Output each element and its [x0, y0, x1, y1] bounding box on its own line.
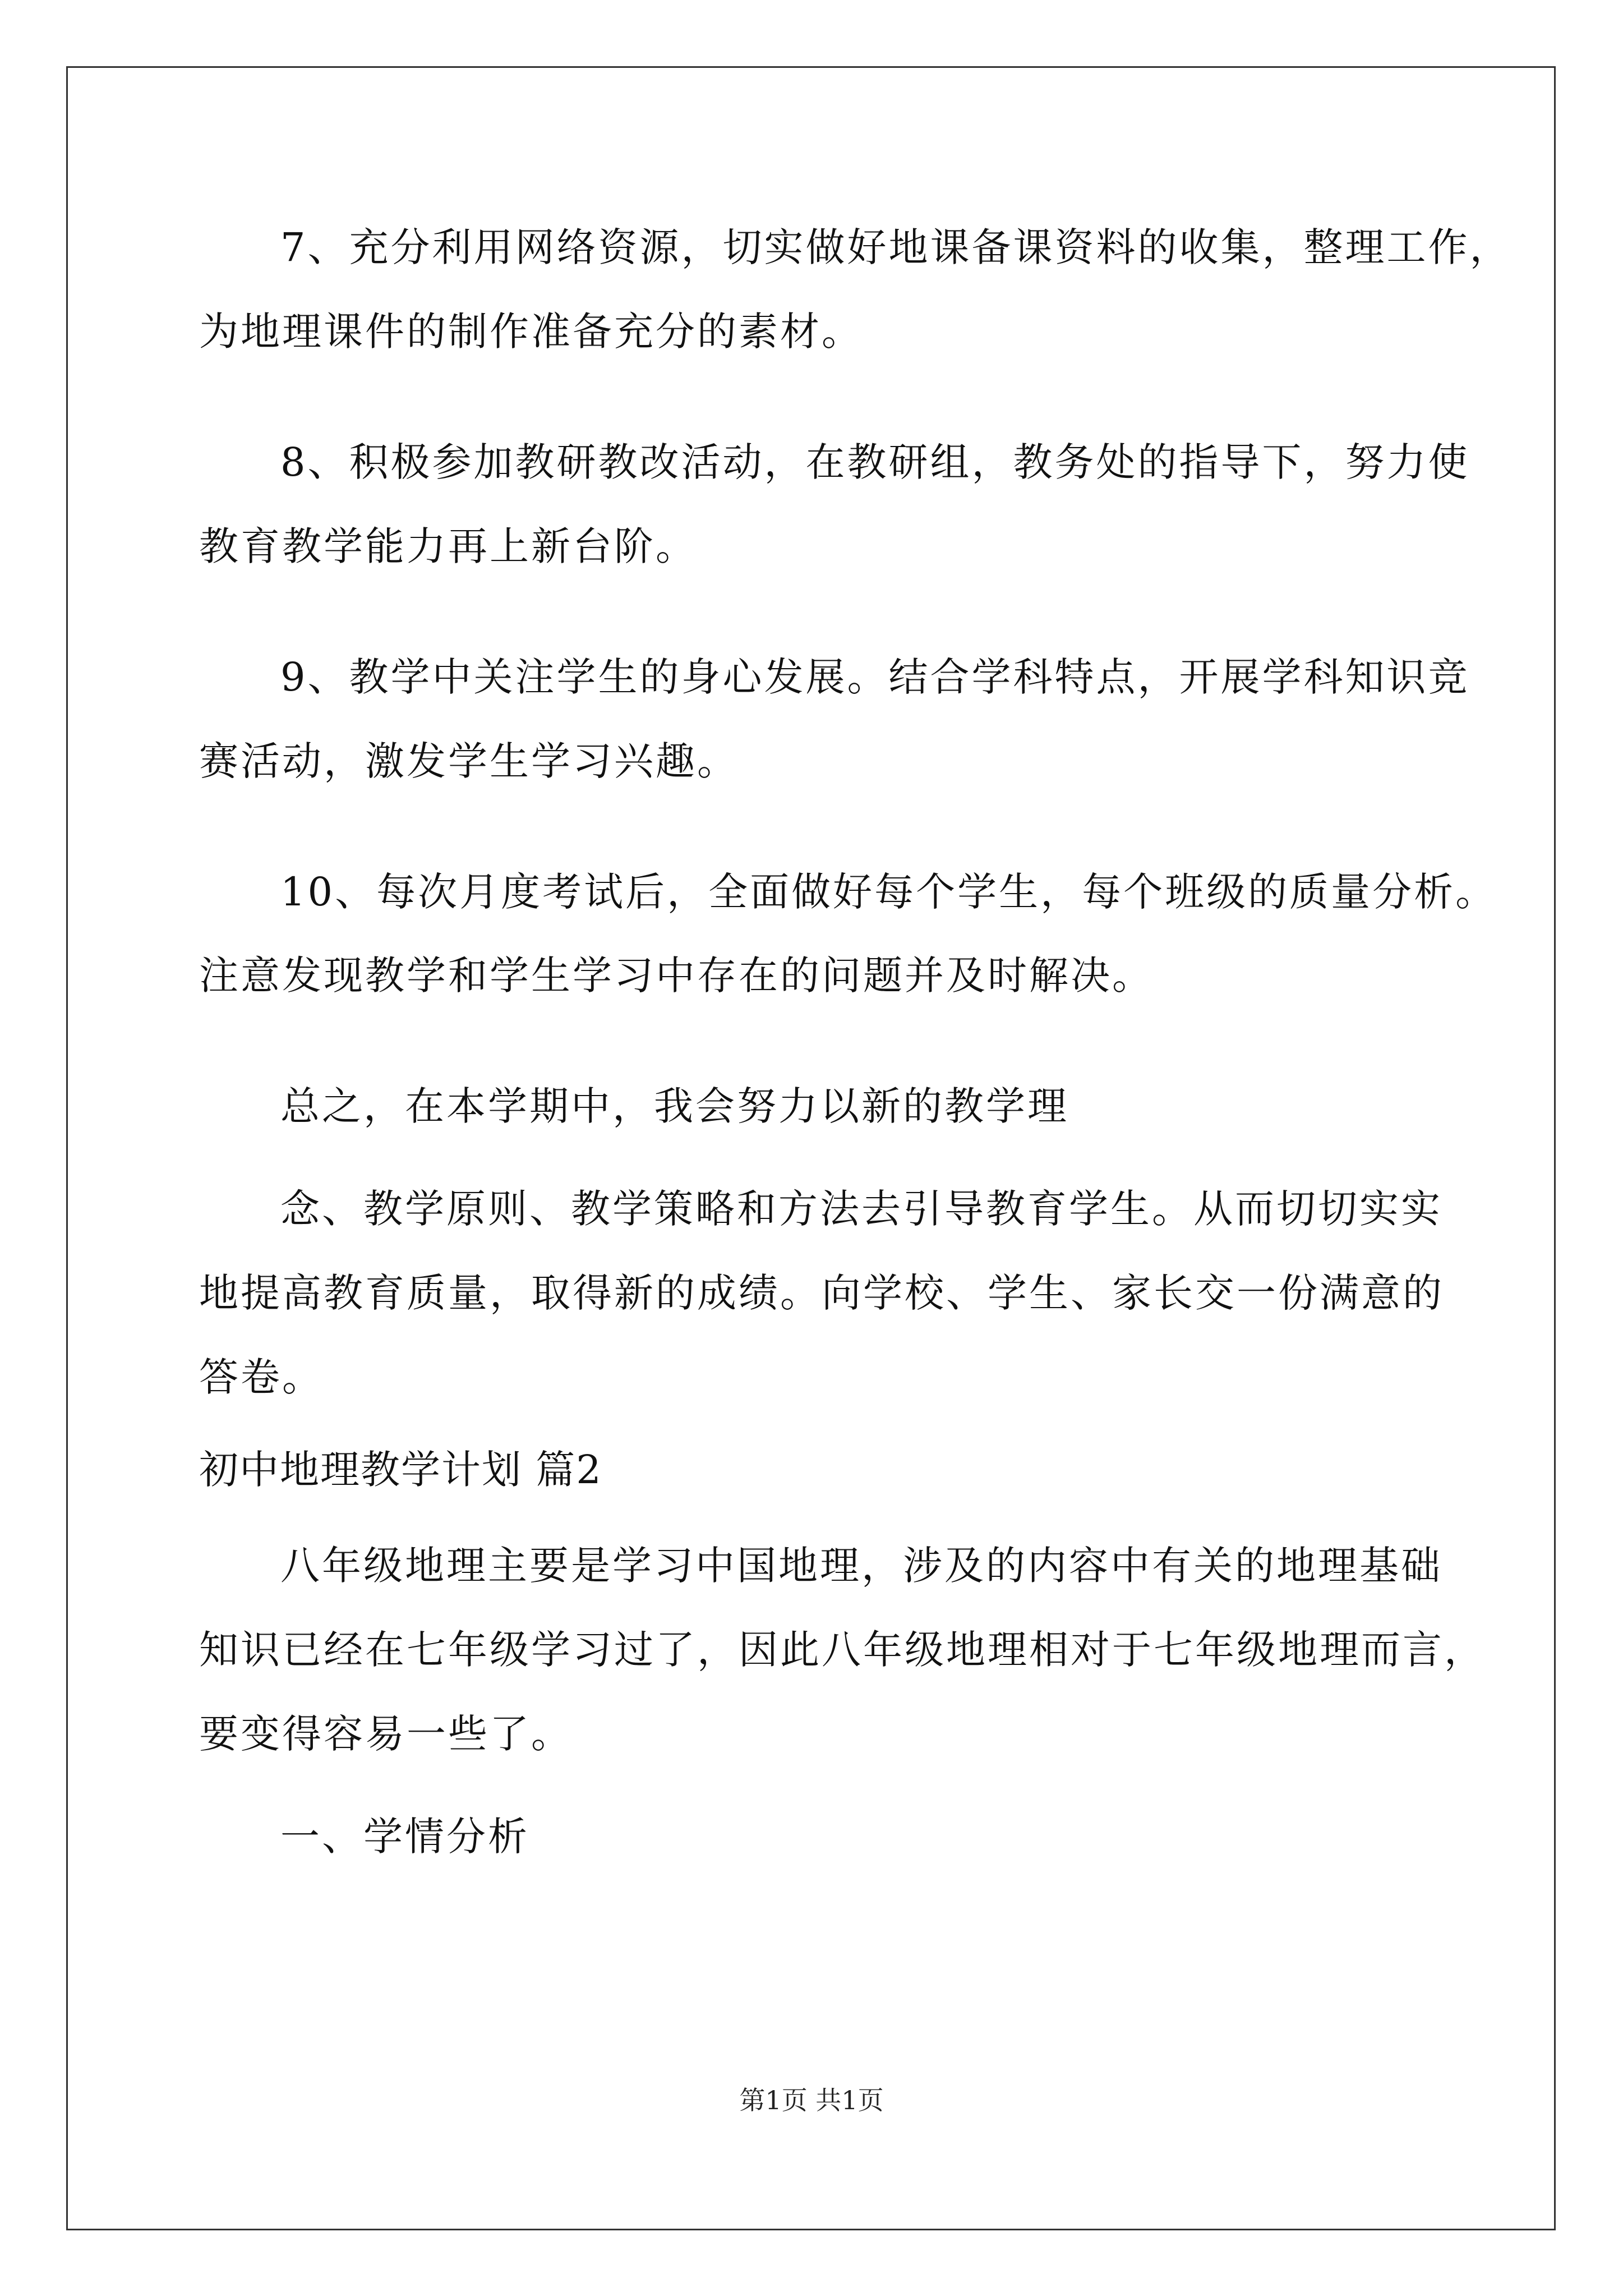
paragraph-line: 10、每次月度考试后，全面做好每个学生，每个班级的质量分析。: [280, 869, 1497, 915]
paragraph-line: 8、积极参加教研教改活动，在教研组，教务处的指导下，努力使: [280, 439, 1470, 485]
paragraph-line: 9、教学中关注学生的身心发展。结合学科特点，开展学科知识竞: [280, 654, 1470, 700]
paragraph-line: 答卷。: [199, 1354, 324, 1400]
paragraph-line: 八年级地理主要是学习中国地理，涉及的内容中有关的地理基础: [280, 1543, 1442, 1589]
paragraph-line: 注意发现教学和学生学习中存在的问题并及时解决。: [199, 953, 1154, 999]
subsection-heading: 一、学情分析: [280, 1814, 529, 1860]
section-heading: 初中地理教学计划 篇2: [199, 1447, 602, 1493]
paragraph-line: 7、充分利用网络资源，切实做好地课备课资料的收集，整理工作，: [280, 224, 1511, 270]
paragraph-line: 要变得容易一些了。: [199, 1711, 573, 1757]
paragraph-line: 赛活动，激发学生学习兴趣。: [199, 738, 739, 784]
paragraph-line: 教育教学能力再上新台阶。: [199, 523, 697, 569]
page-border: [66, 66, 1556, 2230]
paragraph-line: 知识已经在七年级学习过了，因此八年级地理相对于七年级地理而言，: [199, 1627, 1486, 1673]
page-footer: 第1页 共1页: [739, 2085, 884, 2115]
paragraph-line: 为地理课件的制作准备充分的素材。: [199, 309, 863, 355]
paragraph-line: 念、教学原则、教学策略和方法去引导教育学生。从而切切实实: [280, 1186, 1442, 1232]
paragraph-line: 地提高教育质量，取得新的成绩。向学校、学生、家长交一份满意的: [199, 1270, 1444, 1316]
paragraph-line: 总之，在本学期中，我会努力以新的教学理: [280, 1083, 1069, 1129]
